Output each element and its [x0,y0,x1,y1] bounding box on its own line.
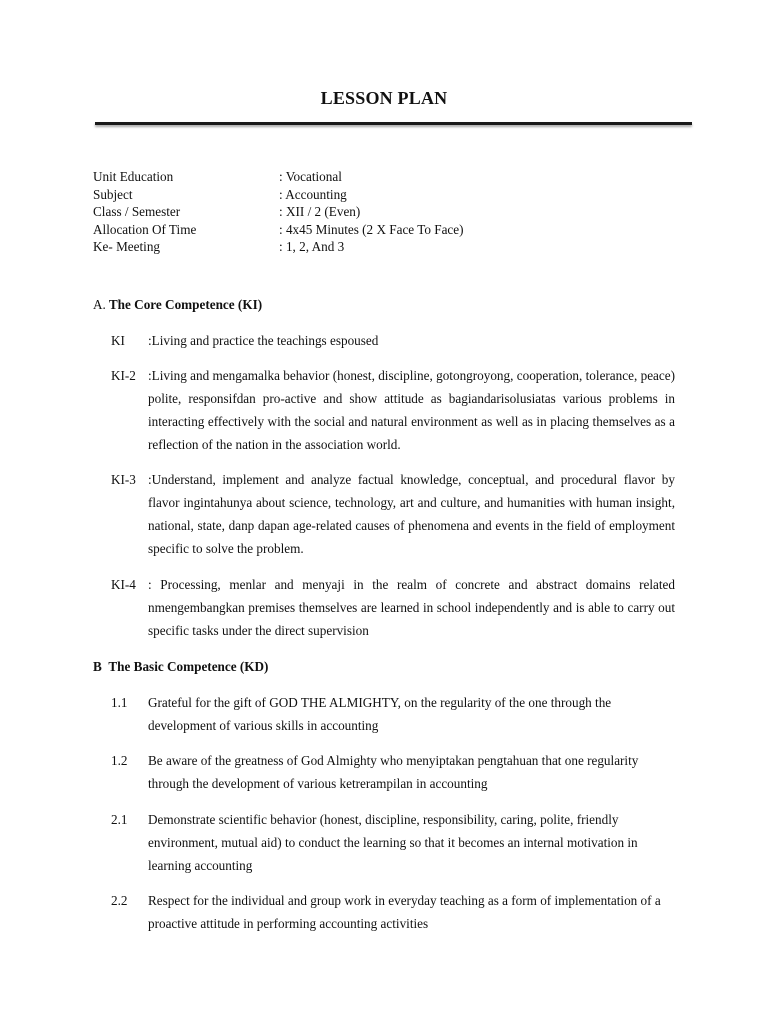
meta-value: : 4x45 Minutes (2 X Face To Face) [279,221,464,237]
section-title: The Basic Competence (KD) [108,659,269,674]
core-competence-ki-2 [111,364,675,456]
basic-competence-1-2 [111,749,675,795]
meta-label: Unit Education [93,169,174,184]
item-text: Respect for the individual and group work in everyday teaching as a form of implementation of a proactive attitude in performing accounting activities [148,893,661,931]
item-code: KI-3 [111,472,136,487]
meta-value: : Vocational [279,169,342,184]
section-title: The Core Competence (KI) [108,297,263,312]
lesson-metadata [93,168,693,256]
meta-label: Ke- Meeting [93,239,161,254]
meta-value: : XII / 2 (Even) [279,204,361,219]
section-letter: A. [93,297,106,312]
meta-row-unit-education [93,168,693,186]
meta-value: : 1, 2, And 3 [279,239,345,254]
item-code: KI-4 [111,577,136,592]
item-code: 2.2 [111,893,128,908]
meta-value: : Accounting [279,186,347,202]
item-code: 1.1 [111,695,128,710]
item-code: KI-2 [111,368,136,383]
item-text: Be aware of the greatness of God Almighty who menyiptakan pengtahuan that one regularity through the development of various ketrerampilan in accounting [148,753,639,791]
item-text: Demonstrate scientific behavior (honest, discipline, responsibility, caring, polite, friendly environment, mutual aid) to conduct the learning so that it becomes an internal motivation in learning accounting [148,812,638,873]
item-code: 1.2 [111,753,128,768]
item-code: 2.1 [111,812,128,827]
meta-row-allocation-of-time [93,221,693,239]
basic-competence-1-1 [111,691,675,737]
item-code: KI [111,333,125,348]
section-letter: B [93,659,102,674]
meta-row-subject [93,186,693,204]
meta-label: Class / Semester [93,204,181,219]
item-text: :Living and mengamalka behavior (honest, discipline, gotongroyong, cooperation, tolerance, peace) polite, responsifdan pro-active and show attitude as bagiandarisolusiatas various problems in interacting effectively with the social and natural environment as well as in placing themselves as a reflection of the nation in the association world. [148,368,675,452]
section-b-heading [93,659,268,675]
title-divider [95,122,692,125]
section-a-heading [93,297,262,313]
document-title: LESSON PLAN [320,88,448,108]
item-text: :Understand, implement and analyze factual knowledge, conceptual, and procedural flavor by flavor ingintahunya about science, technology, art and culture, and humanities with human insight, national, state, danp dapan age-related causes of phenomena and events in the field of employment specific to solve the problem. [148,472,675,556]
core-competence-ki-3 [111,468,675,560]
basic-competence-2-2 [111,889,675,935]
meta-row-class-semester [93,203,693,221]
core-competence-ki-1 [111,329,675,352]
meta-row-meeting [93,238,693,256]
core-competence-ki-4 [111,573,675,642]
item-text: : Processing, menlar and menyaji in the realm of concrete and abstract domains related nmengembangkan premises themselves are learned in school independently and is able to carry out specific tasks under the direct supervision [148,577,675,638]
item-text: :Living and practice the teachings espoused [148,333,379,348]
basic-competence-2-1 [111,808,675,877]
meta-label: Subject [93,186,133,202]
meta-label: Allocation Of Time [93,221,197,237]
item-text: Grateful for the gift of GOD THE ALMIGHTY, on the regularity of the one through the development of various skills in accounting [148,695,612,733]
